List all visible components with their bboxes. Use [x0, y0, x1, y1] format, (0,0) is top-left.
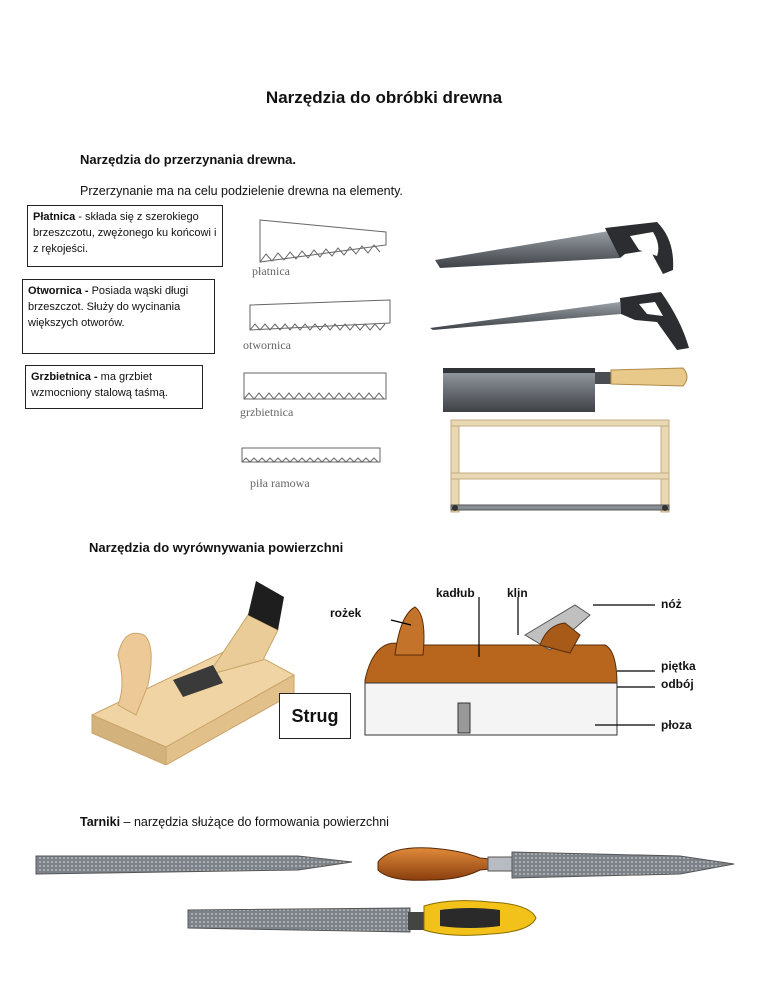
plane-part-label-klin: klin: [507, 586, 528, 600]
block-plane-photo-icon: [88, 575, 308, 765]
plane-part-label-odboj: odbój: [661, 677, 694, 691]
definition-box-grzbietnica: [25, 365, 203, 409]
platnica-photo-icon: [435, 222, 673, 274]
otwornica-photo-icon: [430, 292, 689, 350]
wooden-handle-rasp-photo-icon: [378, 848, 734, 881]
saw-label-platnica: płatnica: [252, 264, 290, 278]
grzbietnica-sketch-icon: [244, 373, 386, 399]
term-platnica: Płatnica: [33, 211, 76, 223]
saw-photos: [425, 210, 695, 520]
definition-otwornica: Posiada wąski długi brzeszczot. Służy do wycinania większych otworów.: [28, 285, 189, 329]
plane-part-label-ploza: płoza: [661, 718, 692, 732]
plane-diagram-icon: [355, 575, 655, 755]
saw-label-pila-ramowa: piła ramowa: [250, 476, 310, 490]
definition-box-otwornica: [22, 279, 215, 354]
definition-platnica: - składa się z szerokiego brzeszczotu, zwężonego ku końcowi i z rękojeści.: [33, 211, 217, 255]
section-heading-planing: Narzędzia do wyrównywania powierzchni: [89, 540, 344, 555]
term-tarniki: Tarniki: [80, 815, 121, 829]
term-otwornica: Otwornica -: [28, 285, 89, 297]
strug-label-box: Strug: [279, 693, 351, 739]
otwornica-sketch-icon: [250, 300, 390, 330]
page-title: Narzędzia do obróbki drewna: [265, 88, 503, 107]
yellow-handle-rasp-photo-icon: [188, 901, 536, 936]
grzbietnica-photo-icon: [443, 368, 687, 412]
plane-part-label-kadlub: kadłub: [436, 586, 475, 600]
definition-box-platnica: [27, 205, 223, 267]
rasp-photos: [30, 840, 740, 990]
plane-part-label-noz: nóż: [661, 597, 682, 611]
plane-part-label-rozek: rożek: [330, 606, 362, 620]
section-rasps-description: [80, 815, 389, 829]
pila-ramowa-sketch-icon: [242, 448, 380, 462]
section-heading-cutting: Narzędzia do przerzynania drewna.: [80, 152, 297, 167]
saw-sketches: [236, 205, 406, 505]
term-grzbietnica: Grzbietnica -: [31, 371, 98, 383]
definition-grzbietnica: ma grzbiet wzmocniony stalową taśmą.: [31, 371, 168, 399]
plane-part-label-pietka: piętka: [661, 659, 696, 673]
platnica-sketch-icon: [260, 220, 386, 262]
section-intro-cutting: Przerzynanie ma na celu podzielenie drewna na elementy.: [80, 184, 403, 198]
saw-label-grzbietnica: grzbietnica: [240, 405, 294, 419]
flat-rasp-photo-icon: [36, 856, 352, 874]
pila-ramowa-photo-icon: [451, 420, 669, 512]
saw-label-otwornica: otwornica: [243, 338, 291, 352]
tarniki-definition: – narzędzia służące do formowania powierzchni: [120, 815, 389, 829]
